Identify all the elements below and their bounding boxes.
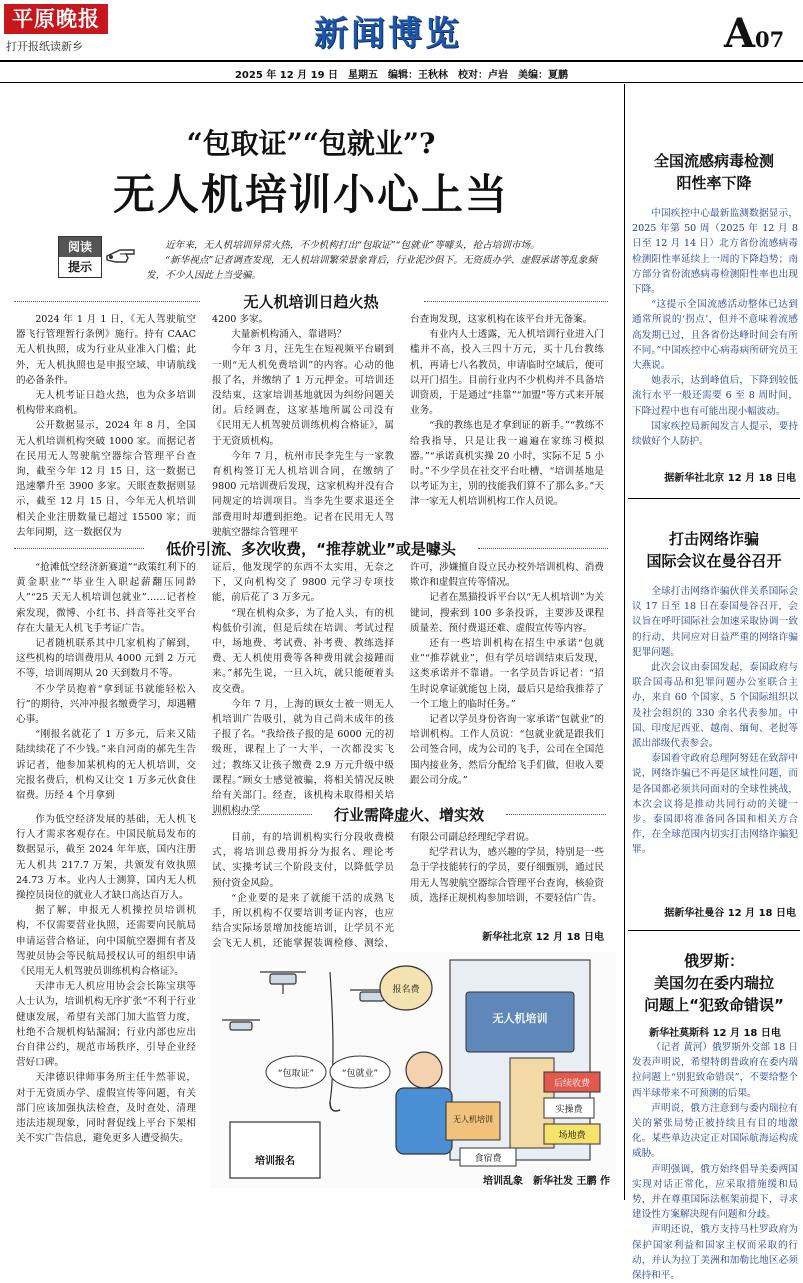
section-1-column-3: 台查询发现，这家机构在该平台并无备案。 有业内人士透露，无人机培训行业进入门槛并不高，投入三四十万元，买十几台教练机，再请七八名教员，申请临时空域后，便可以开门招生。目前行业内不少机构并不具备培训资质，于是通过“挂靠”“加盟”等方式来开展业务。 “我的教练也是才拿到证的新手。”“教练不给我指导，只是让我一遍遍在家练习模拟器。”“承诺真机实操 20 小时，实际不足 5 小时。”不少学员在社交平台吐槽，“培训基地是以考证为主，别的技能我们算不了那么多。”天津一家无人机培训机构工作人员说。 [410, 314, 604, 508]
section-2-column-3: 许可，涉嫌擅自设立民办校外培训机构、消费欺诈和虚假宣传等情况。 记者在黑猫投诉平台以“无人机培训”为关键词，搜索到 100 多条投诉，主要涉及课程质量差、预付费退还难、虚假宣传等内容。 还有一些培训机构在招生中承诺“包就业”“推荐就业”，但有学员培训结束后发现，这类承诺并不靠谱。一名学员告诉记者：“招生时说拿证就能包上岗，最后只是给我推荐了一个工地上的临时任务。” 记者以学员身份咨询一家承诺“包就业”的培训机构。工作人员说：“包就业就是跟我们公司签合同，成为公司的飞手，公司在全国范围内接业务，然后分配给飞手们做，但收入要跟公司分成。” [410, 562, 604, 786]
illustration-bubble-1: “包取证” [277, 1069, 315, 1079]
sidebar-item-3-lead: 新华社莫斯科 12 月 18 日电 [649, 1028, 781, 1039]
illustration-board: 培训报名 [255, 1156, 295, 1167]
main-story [0, 90, 622, 1200]
illustration-tag-4: 食宿费 [474, 1154, 502, 1164]
page-number: A07 [724, 10, 785, 57]
illustration-bubble-2: “包就业” [341, 1069, 379, 1079]
section-1-column-2: 4200 多家。 大量新机构涌入，靠谱吗？ 今年 3 月，汪先生在短视频平台刷到一则“无人机免费培训”的内容。心动的他报了名，并缴纳了 1 万元押金。可培训还没结束，这家培训基地就因为纠纷问题关闭。后经调查，这家基地所属公司没有《民用无人机驾驶员训练机构合格证》，属于无资质机构。 今年 7 月，杭州市民李先生与一家教育机构签订无人机培训合同，在缴纳了 9800 元培训费后发现，这家机构并没有合同规定的培训项目。当李先生要求退还全部费用时却遭到拒绝。记者在民用无人驾驶航空器综合管理平 [212, 314, 394, 538]
summary-line-1: 近年来，无人机培训异常火热，不少机构打出“包取证”“包就业”等噱头，抢占培训市场。 [165, 240, 540, 251]
illustration-sign: 无人机培训 [492, 1012, 548, 1025]
reading-tip-label-1: 阅读 [59, 237, 101, 257]
section-2-column-2: 证后，他发现学的东西不太实用，无奈之下，又向机构交了 9800 元学习专项技能，前后花了 3 万多元。 “现在机构众多，为了抢人头，有的机构低价引流，但是后续在培训、考试过程中，场地费、考试费、补考费、教练选择费、无人机使用费等各种费用就会接踵而来。”郝先生说，一旦入坑，就只能硬着头皮交费。 今年 7 月，上海的顾女士被一则无人机培训广告吸引，就为自己尚未成年的孩子报了名。“我给孩子报的是 6000 元的初级班，课程上了一大半，一次都没实飞过；教练又让孩子缴费 2.9 万元升级中级课程。”顾女士感觉被骗，将相关情况反映给有关部门。经查，该机构未取得相关培训机构办学 [212, 562, 394, 817]
reading-tip-label-2: 提示 [67, 260, 92, 274]
section-heading-2: 低价引流、多次收费，“推荐就业”或是噱头 [166, 540, 456, 558]
column-divider [624, 84, 625, 1200]
section-3-column-1: 作为低空经济发展的基础，无人机飞行人才需求客观存在。中国民航局发布的数据显示，截至 2024 年年底，国内注册无人机共 217.7 万架，共颁发有效执照 24.73 万本。业内人士测算，国内无人机操控员岗位的就业人才缺口高达百万人。 据了解，申报无人机操控员培训机构，不仅需要营业执照，还需要向民航局申请运营合格证，向中国航空器拥有者及驾驶员协会等民航局授权认可的组织申请《民用无人机驾驶员训练机构合格证》。 天津市无人机应用协会会长陈宝琪等人士认为，培训机构无序扩张“不利于行业健康发展，希望有关部门加大监管力度，杜绝不合规机构钻漏洞；行业内部也应出台自律公约，规范市场秩序，引导企业经营好口碑。 天津德识律师事务所主任牛然菲说，对于无资质办学、虚假宣传等问题，有关部门应该加强执法检查，及时查处、清理违法违规现象，同时督促线上平台下架相关不实广告信息，避免更多人遭受损失。 [16, 814, 196, 1145]
summary-line-2: “新华视点”记者调查发现，无人机培训繁荣景象背后，行业泥沙俱下。无资质办学、虚假承诺等乱象频发，不少人因此上当受骗。 [146, 255, 598, 281]
kicker: “包取证”“包就业”? [186, 127, 436, 160]
sidebar-item-1-byline: 据新华社北京 12 月 18 日电 [664, 473, 796, 484]
sidebar [628, 90, 800, 1282]
sidebar-item-3-title: 俄罗斯： 美国勿在委内瑞拉 问题上“犯致命错误” [644, 952, 784, 1014]
illustration-caption: 培训乱象 新华社发 王鹏 作 [483, 1176, 610, 1187]
newspaper-slogan: 打开报纸读新乡 [6, 40, 83, 53]
illustration-tag-2: 实操费 [555, 1105, 583, 1115]
cartoon-illustration [210, 952, 616, 1188]
illustration-folder: 无人机培训 [453, 1115, 493, 1124]
main-byline: 新华社北京 12 月 18 日电 [482, 932, 604, 943]
hand-pointer-icon [104, 240, 138, 272]
headline: 无人机培训小心上当 [112, 170, 509, 219]
section-1-column-1: 2024 年 1 月 1 日，《无人驾驶航空器飞行管理暂行条例》施行。持有 CAAC 无人机执照，成为行业从业准入门槛；此外，无人机执照也是申报空域、申请航线的必备条件。 无人机考证日趋火热，也为众多培训机构带来商机。 公开数据显示，2024 年 8 月，全国无人机培训机构突破 1000 家。而据记者在民用无人驾驶航空器综合管理平台查询，截至今年 12 月 15 日，这一数据已迅速攀升至 3900 多家。天眼查数据则显示，截至 12 月 15 日，今年无人机培训相关企业注册数量已超过 15500 家；而去年同期，这一数据仅为 [16, 314, 196, 538]
newspaper-logo: 平原晚报 [4, 4, 108, 34]
masthead [0, 0, 803, 90]
illustration-bag-label: 报名费 [392, 985, 420, 995]
reading-tip-badge [58, 236, 102, 278]
section-3-column-2: 目前，有的培训机构实行分段收费模式，将培训总费用拆分为报名、理论考试、实操考试三个阶段支付，以降低学员预付资金风险。 “企业要的是来了就能干活的成熟飞手，所以机构不仅要培训考证内容，也应结合实际场景增加技能培训，让学员不光会飞无人机，还能掌握装调检修、测绘、 [212, 832, 394, 950]
sidebar-item-2-body: 全球打击网络诈骗伙伴关系国际会议 17 日至 18 日在泰国曼谷召开，会议旨在呼吁国际社会加速采取协调一致的行动，共同应对日益严重的网络诈骗犯罪问题。 此次会议由泰国发起，泰国政府与联合国毒品和犯罪问题办公室联合主办，来自 60 个国家、5 个国际组织以及社会组织的 330 余名代表参加。中国、印度尼西亚、越南、缅甸、老挝等派出部级代表参会。 泰国着守政府总理阿努廷在致辞中说，网络诈骗已不再是区域性问题，而是各国都必须共同面对的全球性挑战，本次会议将是推动共同行动的关键一步。泰国即将准备同各国和相关方合作，在全球范围内切实打击网络诈骗犯罪。 [632, 586, 798, 856]
sidebar-item-1-title: 全国流感病毒检测 阳性率下降 [653, 152, 774, 192]
sidebar-item-2-byline: 据新华社曼谷 12 月 18 日电 [664, 908, 796, 919]
masthead-rule [0, 60, 803, 62]
sidebar-item-1-body: 中国疾控中心最新监测数据显示，2025 年第 50 周（2025 年 12 月 8 日至 12 月 14 日）北方省份流感病毒检测阳性率延续上一周的下降趋势；南方部分省份流感病毒检测阳性率也出现下降。 “这提示全国流感活动整体已达到通常所说的‘拐点’，但并不意味着流感高发期已过，且各省份达峰时间会有所不同。”中国疾控中心病毒病所研究员王大燕说。 她表示，达到峰值后，下降到较低流行水平一般还需要 6 至 8 周时间，下降过程中也有可能出现小幅波动。 国家疾控局新闻发言人提示，要持续做好个人防护。 [632, 208, 798, 448]
section-title: 新闻博览 [314, 14, 462, 54]
sidebar-item-2-title: 打击网络诈骗 国际会议在曼谷召开 [646, 530, 782, 570]
illustration-tag-1: 后续收费 [553, 1079, 590, 1089]
dateline-rule [0, 82, 803, 83]
section-3-column-3: 有限公司副总经理纪学君说。 纪学君认为，感兴趣的学员，特别是一些急于学技能转行的学员，要仔细甄别，通过民用无人驾驶航空器综合管理平台查询，核验资质，选择正规机构参加培训，不要轻信广告。 [410, 832, 604, 904]
summary [146, 238, 598, 283]
sidebar-item-3-body: （记者 黄河）俄罗斯外交部 18 日发表声明说，希望特朗普政府在委内瑞拉问题上“别犯致命错误”，不要给整个西半球带来不可预测的后果。 声明说，俄方注意到与委内瑞拉有关的紧张局势正被持续且有目的地激化。某些单边决定正对国际航海运构成威胁。 声明强调，俄方始终倡导美委两国实现对话正常化，应采取措施缓和局势，并在尊重国际法框架前提下，寻求建设性方案解决现有问题和分歧。 声明还说，俄方支持马杜罗政府为保护国家利益和国家主权而采取的行动，并认为拉丁美洲和加勒比地区必须保持和平。 [632, 1042, 798, 1282]
section-heading-3: 行业需降虚火、增实效 [333, 806, 484, 824]
section-2-column-1: “抢滩低空经济新赛道”“政策红利下的黄金职业”“毕业生入职起薪翻压同龄人”“25 天无人机培训包就业”……记者检索发现，微博、小红书、抖音等社交平台存在大量无人机飞手考证广告。 记者随机联系其中几家机构了解到，这些机构的培训费用从 4000 元到 2 万元不等，培训周期从 20 天到数月不等。 不少学员抱着“拿到证书就能轻松入行”的期待，兴冲冲报名缴费学习，却遇糟心事。 “刚报名就花了 1 万多元，后来又陆陆续续花了不少钱。”来自河南的郝先生告诉记者，他参加某机构的无人机培训，交完报名费后，机构又让交 1 万多元伙食住宿费。历经 4 个月拿到 [16, 562, 196, 802]
illustration-tag-3: 场地费 [558, 1131, 586, 1141]
dateline: 2025 年 12 月 19 日 星期五 编辑：王秋林 校对：卢岩 美编：夏鹏 [234, 70, 569, 81]
section-heading-1: 无人机培训日趋火热 [243, 293, 379, 311]
